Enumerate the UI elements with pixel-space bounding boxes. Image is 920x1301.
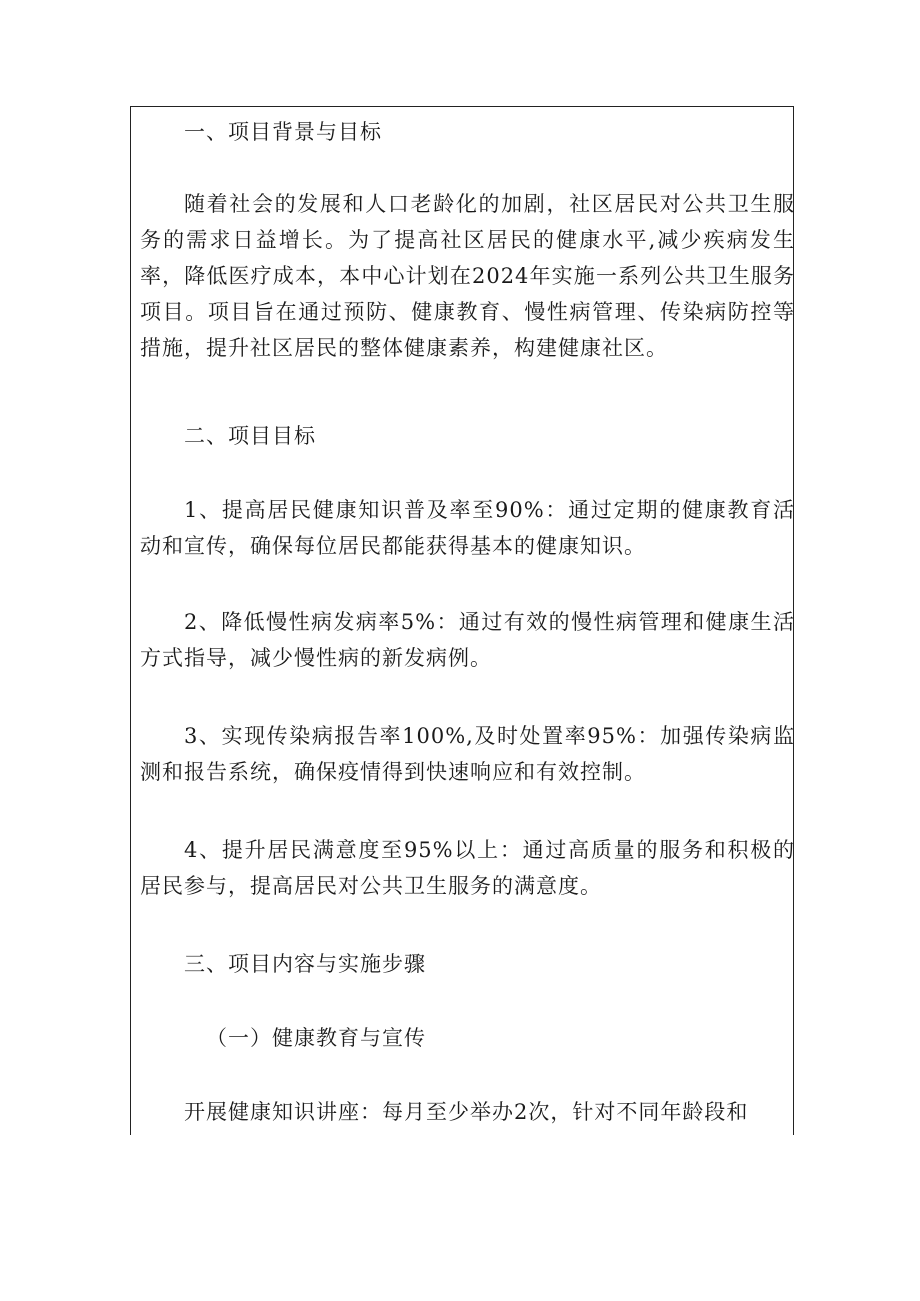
section-2-heading: 二、项目目标 — [184, 424, 316, 448]
goal-3: 3、实现传染病报告率100%,及时处置率95%：加强传染病监测和报告系统，确保疫情得到快速响应和有效控制。 — [140, 724, 795, 784]
goal-4: 4、提升居民满意度至95%以上：通过高质量的服务和积极的居民参与，提高居民对公共卫生服务的满意度。 — [140, 838, 795, 898]
section-3-subheading-1: （一）健康教育与宣传 — [206, 1026, 426, 1050]
section-3-sub1-body: 开展健康知识讲座：每月至少举办2次，针对不同年龄段和 — [184, 1100, 749, 1124]
section-1-heading: 一、项目背景与目标 — [184, 120, 382, 144]
goal-2: 2、降低慢性病发病率5%：通过有效的慢性病管理和健康生活方式指导，减少慢性病的新发病例。 — [140, 610, 795, 670]
goal-1: 1、提高居民健康知识普及率至90%：通过定期的健康教育活动和宣传，确保每位居民都能获得基本的健康知识。 — [140, 498, 795, 558]
section-1-body: 随着社会的发展和人口老龄化的加剧，社区居民对公共卫生服务的需求日益增长。为了提高社区居民的健康水平,减少疾病发生率，降低医疗成本，本中心计划在2024年实施一系列公共卫生服务项目。项目旨在通过预防、健康教育、慢性病管理、传染病防控等措施，提升社区居民的整体健康素养，构建健康社区。 — [140, 192, 795, 360]
section-3-heading: 三、项目内容与实施步骤 — [184, 952, 426, 976]
